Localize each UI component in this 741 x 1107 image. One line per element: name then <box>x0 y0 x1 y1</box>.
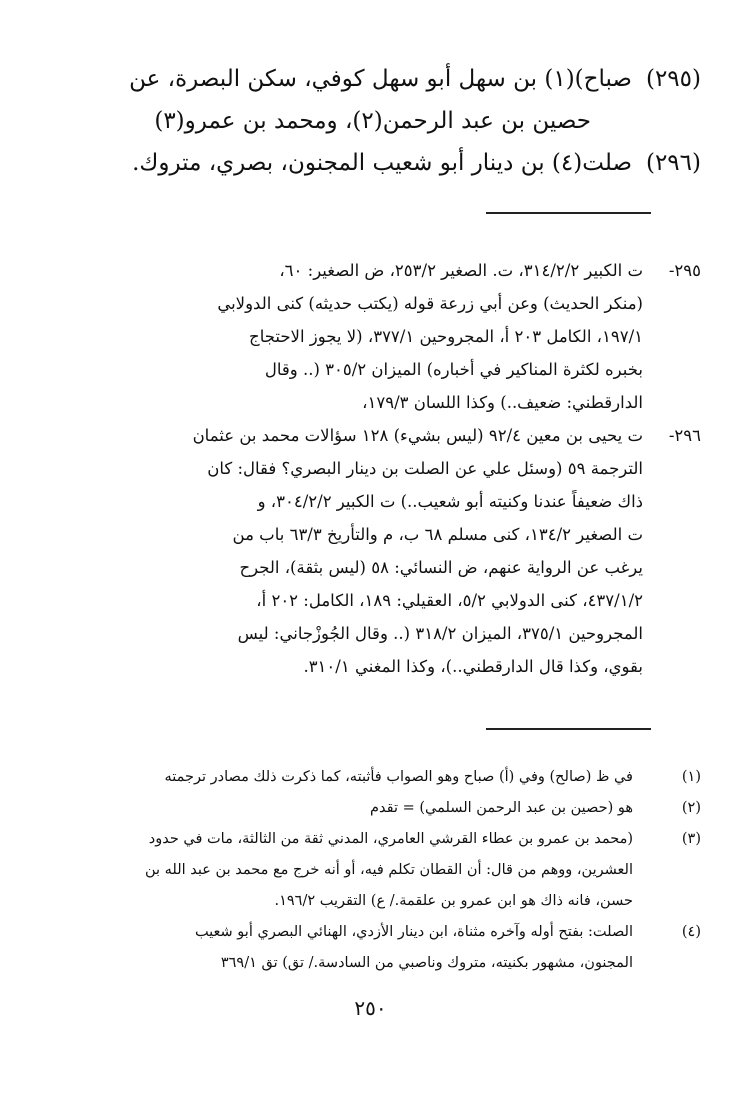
entry-295 <box>40 58 701 142</box>
footnote-4 <box>40 917 701 979</box>
footnote-number: (٢) <box>681 800 701 816</box>
note-line: ذاك ضعيفاً عندنا وكنيته أبو شعيب..) ت الكبير ٣٠٤/٢/٢، و <box>257 492 643 511</box>
entry-text: حصين بن عبد الرحمن(٢)، ومحمد بن عمرو(٣) <box>154 108 591 134</box>
footnote-body <box>370 793 633 824</box>
entry-number: (٢٩٥) <box>645 66 701 92</box>
note-line: الترجمة ٥٩ (وسئل علي عن الصلت بن دينار البصري؟ فقال: كان <box>207 459 643 478</box>
note-line: بخبره لكثرة المناكير في أخباره) الميزان ٣٠٥/٢ (.. وقال <box>264 360 643 379</box>
footnote-number: (٤) <box>681 924 701 940</box>
entry-line <box>40 100 701 142</box>
entry-number: (٢٩٦) <box>645 150 701 176</box>
footnote-line: هو (حصين بن عبد الرحمن السلمي) = تقدم <box>370 800 633 816</box>
note-line: يرغب عن الرواية عنهم، ض النسائي: ٥٨ (ليس بثقة)، الجرح <box>239 558 643 577</box>
entry-text: صباح)(١) بن سهل أبو سهل كوفي، سكن البصرة، عن <box>129 66 632 92</box>
footnotes <box>40 762 701 979</box>
note-line: ت يحيى بن معين ٩٢/٤ (ليس بشيء) ١٢٨ سؤالات محمد بن عثمان <box>192 426 643 445</box>
note-295 <box>40 254 701 419</box>
footnote-body <box>145 824 633 917</box>
note-line: ت الكبير ٣١٤/٢/٢، ت. الصغير ٢٥٣/٢، ض الصغير: ٦٠، <box>279 261 643 280</box>
footnote-1 <box>40 762 701 793</box>
footnote-body <box>195 917 633 979</box>
note-line: بقوي، وكذا قال الدارقطني..)، وكذا المغني ٣١٠/١. <box>303 657 643 676</box>
note-296 <box>40 419 701 683</box>
footnote-number: (١) <box>681 769 701 785</box>
footnote-line: الصلت: بفتح أوله وآخره مثناة، ابن دينار الأزدي، الهنائي البصري أبو شعيب <box>194 924 633 940</box>
footnote-2 <box>40 793 701 824</box>
footnote-number: (٣) <box>681 831 701 847</box>
divider-rule <box>486 728 651 730</box>
main-entries <box>40 58 701 184</box>
commentary-notes <box>40 254 701 683</box>
divider-rule <box>486 212 651 214</box>
note-line: ٤٣٧/١/٢، كنى الدولابي ٥/٢، العقيلي: ١٨٩، الكامل: ٢٠٢ أ، <box>256 591 643 610</box>
footnote-line: العشرين، ووهم من قال: أن القطان تكلم فيه، أو أنه خرج مع محمد بن عبد الله بن <box>144 862 633 878</box>
entry-line <box>40 142 701 184</box>
note-number: ٢٩٥- <box>668 261 701 280</box>
note-line: الدارقطني: ضعيف..) وكذا اللسان ١٧٩/٣، <box>362 393 643 412</box>
entry-line <box>40 58 701 100</box>
note-line: (منكر الحديث) وعن أبي زرعة قوله (يكتب حديثه) كنى الدولابي <box>217 294 643 313</box>
footnote-body <box>165 762 633 793</box>
note-body <box>40 254 643 419</box>
entry-296 <box>40 142 701 184</box>
note-number: ٢٩٦- <box>668 426 701 445</box>
entry-text: صلت(٤) بن دينار أبو شعيب المجنون، بصري، متروك. <box>132 150 632 176</box>
footnote-3 <box>40 824 701 917</box>
footnote-line: (محمد بن عمرو بن عطاء القرشي العامري، المدني ثقة من الثالثة، مات في حدود <box>148 831 633 847</box>
footnote-line: في ظ (صالح) وفي (أ) صباح وهو الصواب فأثبته، كما ذكرت ذلك مصادر ترجمته <box>164 769 633 785</box>
footnote-line: المجنون، مشهور بكنيته، متروك وناصبي من السادسة./ تق) تق ٣٦٩/١ <box>220 955 633 971</box>
note-line: المجروحين ٣٧٥/١، الميزان ٣١٨/٢ (.. وقال الجُوزْجاني: ليس <box>237 624 643 643</box>
note-line: ١٩٧/١، الكامل ٢٠٣ أ، المجروحين ٣٧٧/١، (لا يجوز الاحتجاج <box>249 327 643 346</box>
footnote-line: حسن، فانه ذاك هو ابن عمرو بن علقمة./ ع) التقريب ١٩٦/٢. <box>274 893 633 909</box>
note-body <box>40 419 643 683</box>
page-number: ٢٥٠ <box>354 996 387 1020</box>
note-line: ت الصغير ١٣٤/٢، كنى مسلم ٦٨ ب، م والتأريخ ٦٣/٣ باب من <box>232 525 643 544</box>
